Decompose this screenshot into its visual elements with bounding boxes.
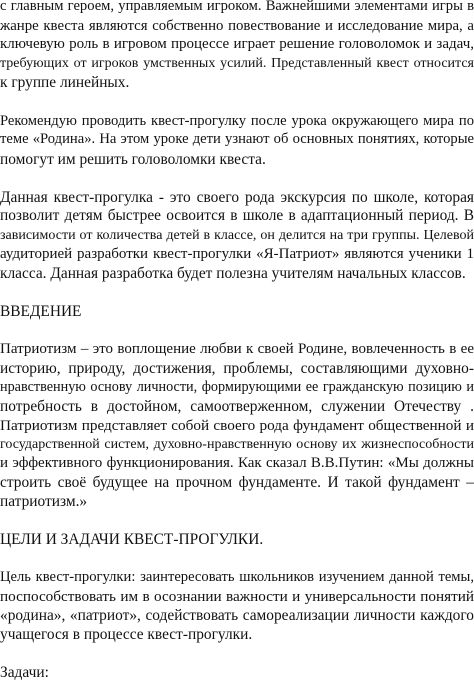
text-line: поспособствовать им в осознании важности и универсальности понятий — [0, 587, 474, 605]
heading-text: ЦЕЛИ И ЗАДАЧИ КВЕСТ-ПРОГУЛКИ. — [0, 531, 264, 549]
text-line: помогут им решить головоломки квеста. — [0, 150, 266, 168]
text-line: потребность в достойном, самоотверженном, служении Отечеству . — [0, 398, 474, 416]
text-line: Патриотизм представляет собой своего рода фундамент общественной и — [0, 416, 474, 434]
text-line: «родина», «патриот», содействовать самореализации личности каждого — [0, 607, 474, 625]
text-line: патриотизм.» — [0, 492, 88, 510]
text-line: зависимости от количества детей в классе, он делится на три группы. Целевой — [0, 227, 474, 243]
text-line: историю, природу, достижения, проблемы, составляющими духовно- — [0, 359, 474, 377]
text-line: требующих от игроков умственных усилий. Представленный квест относится — [0, 56, 474, 72]
text-line: аудиторией разработки квест-прогулки «Я-Патриот» являются ученики 1 — [0, 245, 474, 262]
text-line: государственной систем, духовно-нравственную основу их жизнеспособности — [0, 437, 474, 453]
heading-text: ВВЕДЕНИЕ — [0, 303, 82, 321]
text-line: жанре квеста являются собственно повествование и исследование мира, а — [0, 17, 474, 34]
text-line: Данная квест-прогулка - это своего рода экскурсия по школе, которая — [0, 188, 474, 206]
text-line: Патриотизм – это воплощение любви к своей Родине, вовлеченность в ее — [0, 340, 474, 357]
text-line: строить своё будущее на прочном фундаменте. И такой фундамент – — [0, 474, 474, 492]
text-line: с главным героем, управляемым игроком. Важнейшими элементами игры в — [0, 0, 474, 15]
text-line: нравственную основу личности, формирующими ее гражданскую позицию и — [0, 378, 474, 395]
text-line: и эффективного функционирования. Как сказал В.В.Путин: «Мы должны — [0, 454, 474, 471]
text-line: Рекомендую проводить квест-прогулку после урока окружающего мира по — [0, 112, 474, 129]
text-line: учащегося в процессе квест-прогулки. — [0, 625, 253, 643]
text-line: позволит детям быстрее освоится в школе в адаптационный период. В — [0, 207, 474, 225]
text-line: к группе линейных. — [0, 74, 130, 92]
text-line: теме «Родина». На этом уроке дети узнают об основных понятиях, которые — [0, 131, 474, 148]
text-line: класса. Данная разработка будет полезна учителям начальных классов. — [0, 265, 466, 283]
text-line: Задачи: — [0, 664, 49, 680]
text-line: ключевую роль в игровом процессе играет решение головоломок и задач, — [0, 36, 474, 53]
text-line: Цель квест-прогулки: заинтересовать школьников изучением данной темы, — [0, 569, 474, 586]
